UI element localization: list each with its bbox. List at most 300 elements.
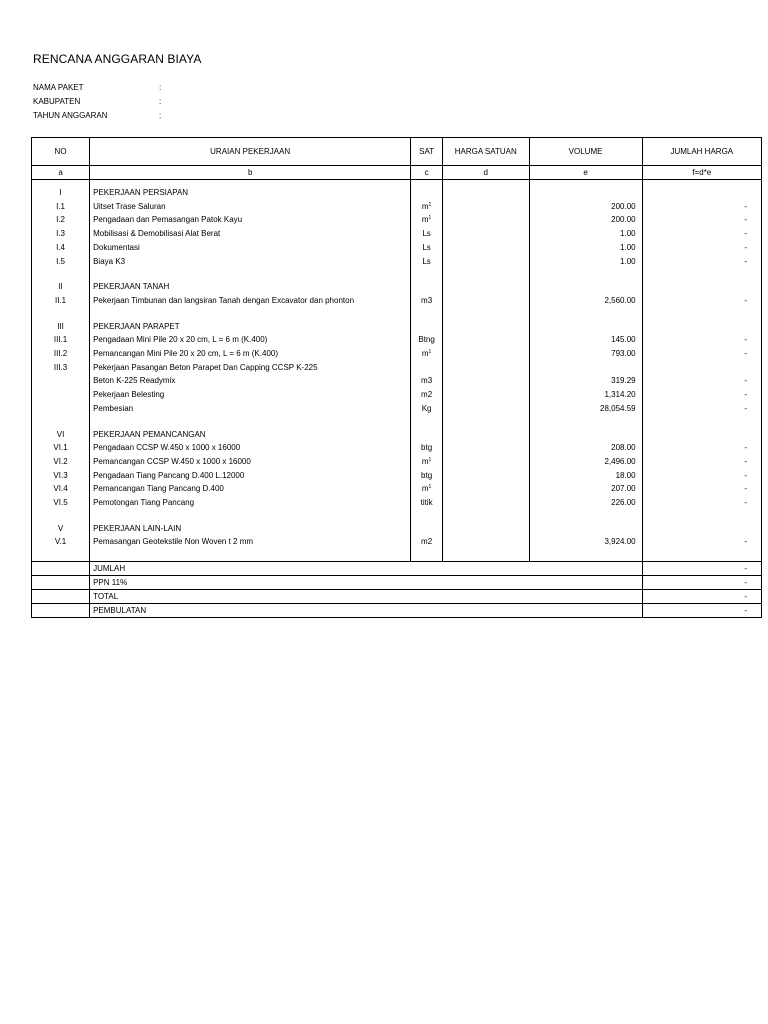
cell-volume-text: 208.00 <box>611 443 636 453</box>
cell-uraian-text: Pengadaan Tiang Pancang D.400 L.12000 <box>93 470 245 480</box>
cell-no <box>32 441 90 455</box>
table-row <box>32 428 762 442</box>
cell-volume-text: 28,054.59 <box>600 403 636 413</box>
table-gap-row <box>32 510 762 522</box>
cell-no <box>32 374 90 388</box>
footer-value: - <box>642 604 761 618</box>
footer-label: PEMBULATAN <box>90 604 643 618</box>
table-row <box>32 535 762 549</box>
cell-sat-text: Ls <box>422 229 431 239</box>
cell-jumlah-harga-text: - <box>744 484 747 494</box>
cell-uraian <box>90 268 411 280</box>
cell-harga-satuan <box>442 469 529 483</box>
cell-uraian <box>90 428 411 442</box>
cell-no-text: I.3 <box>56 229 65 239</box>
info-label: NAMA PAKET <box>33 83 84 92</box>
letter-uraian: b <box>90 166 411 180</box>
cell-volume <box>529 320 642 334</box>
cell-harga-satuan <box>442 347 529 361</box>
cell-sat <box>411 333 443 347</box>
cell-volume-text: 3,924.00 <box>604 537 636 547</box>
cell-volume-text: 1,314.20 <box>604 390 636 400</box>
cell-sat <box>411 294 443 308</box>
cell-harga-satuan <box>442 496 529 510</box>
header-sat: SAT <box>411 138 443 166</box>
cell-volume <box>529 416 642 428</box>
cell-harga-satuan <box>442 441 529 455</box>
cell-uraian-text: PEKERJAAN TANAH <box>93 282 170 292</box>
cell-no-text: II.1 <box>54 295 67 305</box>
cell-jumlah-harga-text: - <box>744 470 747 480</box>
cell-volume <box>529 227 642 241</box>
cell-uraian-text: Mobilisasi & Demobilisasi Alat Berat <box>93 229 221 239</box>
cell-volume-text: 793.00 <box>611 349 636 359</box>
table-footer <box>32 562 762 618</box>
footer-row <box>32 562 762 576</box>
cell-no-text: VI.3 <box>53 470 68 480</box>
cell-uraian <box>90 255 411 269</box>
cell-sat-text: btg <box>421 443 433 453</box>
table-row <box>32 361 762 375</box>
footer-row <box>32 590 762 604</box>
cell-volume <box>529 241 642 255</box>
cell-sat-text: Ls <box>422 242 431 252</box>
cell-volume-text: 2,496.00 <box>604 456 636 466</box>
info-tahun-anggaran <box>33 111 161 120</box>
cell-jumlah-harga-text: - <box>744 390 747 400</box>
cell-uraian <box>90 441 411 455</box>
cell-sat <box>411 200 443 214</box>
cell-uraian <box>90 416 411 428</box>
table-row <box>32 255 762 269</box>
info-colon: : <box>159 111 162 120</box>
cell-sat-text: m <box>421 484 429 494</box>
cell-harga-satuan <box>442 241 529 255</box>
footer-value: - <box>642 562 761 576</box>
cell-harga-satuan <box>442 320 529 334</box>
cell-volume <box>529 374 642 388</box>
cell-jumlah-harga-text: - <box>744 295 747 305</box>
cell-jumlah-harga <box>642 496 761 510</box>
cell-sat-text: btg <box>421 470 433 480</box>
table-body <box>32 186 762 549</box>
cell-uraian <box>90 388 411 402</box>
footer-label: TOTAL <box>90 590 643 604</box>
cell-jumlah-harga <box>642 333 761 347</box>
letter-no: a <box>32 166 90 180</box>
cell-jumlah-harga-text: - <box>744 229 747 239</box>
cell-sat-text: m <box>421 456 429 466</box>
cell-jumlah-harga <box>642 441 761 455</box>
table-row <box>32 374 762 388</box>
cell-no-text: VI.5 <box>53 498 68 508</box>
unit-superscript: 1 <box>428 456 432 463</box>
cell-jumlah-harga-text: - <box>744 376 747 386</box>
footer-value: - <box>642 590 761 604</box>
cell-sat <box>411 268 443 280</box>
cell-sat-text: m <box>421 349 429 359</box>
cell-uraian <box>90 374 411 388</box>
cell-volume <box>529 268 642 280</box>
info-colon: : <box>159 97 162 106</box>
cell-uraian-text: Pemasangan Geotekstile Non Woven t 2 mm <box>93 537 254 547</box>
cell-no <box>32 227 90 241</box>
cell-volume <box>529 482 642 496</box>
cell-sat <box>411 255 443 269</box>
cell-volume-text: 319.29 <box>611 376 636 386</box>
cell-no-text: I.4 <box>56 242 65 252</box>
cell-volume <box>529 510 642 522</box>
cell-uraian <box>90 522 411 536</box>
cell-uraian-text: PEKERJAAN LAIN-LAIN <box>93 523 182 533</box>
cell-jumlah-harga <box>642 320 761 334</box>
table-row <box>32 333 762 347</box>
table-row <box>32 388 762 402</box>
cell-harga-satuan <box>442 416 529 428</box>
unit-superscript: 1 <box>428 484 432 491</box>
cell-jumlah-harga <box>642 347 761 361</box>
cell-uraian <box>90 213 411 227</box>
info-label: KABUPATEN <box>33 97 81 106</box>
cell-volume-text: 18.00 <box>615 470 636 480</box>
cell-jumlah-harga-text: - <box>744 443 747 453</box>
footer-label: PPN 11% <box>90 576 643 590</box>
document-title: RENCANA ANGGARAN BIAYA <box>33 52 202 66</box>
table-gap-row <box>32 416 762 428</box>
cell-no <box>32 213 90 227</box>
cell-harga-satuan <box>442 333 529 347</box>
cell-uraian-text: Pekerjaan Belesting <box>93 390 165 400</box>
cell-sat-text: m2 <box>421 537 433 547</box>
cell-jumlah-harga <box>642 227 761 241</box>
cell-uraian-text: PEKERJAAN PEMANCANGAN <box>93 429 206 439</box>
cell-harga-satuan <box>442 213 529 227</box>
cell-harga-satuan <box>442 200 529 214</box>
cell-no-text: III.3 <box>53 362 68 372</box>
cell-no-text: I.2 <box>56 215 65 225</box>
cell-harga-satuan <box>442 294 529 308</box>
cell-harga-satuan <box>442 522 529 536</box>
cell-sat-text: m2 <box>421 390 433 400</box>
cell-uraian <box>90 294 411 308</box>
cell-jumlah-harga <box>642 522 761 536</box>
unit-superscript: 1 <box>428 215 432 222</box>
cell-sat <box>411 388 443 402</box>
cell-no <box>32 416 90 428</box>
cell-jumlah-harga-text: - <box>744 256 747 266</box>
cell-jumlah-harga <box>642 428 761 442</box>
cell-sat <box>411 227 443 241</box>
cell-harga-satuan <box>442 268 529 280</box>
cell-sat <box>411 402 443 416</box>
cell-volume <box>529 186 642 200</box>
footer-row <box>32 576 762 590</box>
cell-sat <box>411 213 443 227</box>
cell-sat-text: m <box>421 201 429 211</box>
info-colon: : <box>159 83 162 92</box>
cell-volume-text: 1.00 <box>620 229 636 239</box>
cell-sat-text: Ls <box>422 256 431 266</box>
info-nama-paket <box>33 83 161 92</box>
cell-jumlah-harga <box>642 374 761 388</box>
cell-uraian <box>90 227 411 241</box>
cell-sat <box>411 522 443 536</box>
table-row <box>32 227 762 241</box>
cell-harga-satuan <box>442 535 529 549</box>
cell-no-text: VI.1 <box>53 443 68 453</box>
cell-no <box>32 200 90 214</box>
footer-row <box>32 604 762 618</box>
cell-volume <box>529 333 642 347</box>
cell-jumlah-harga-text: - <box>744 201 747 211</box>
cell-uraian <box>90 361 411 375</box>
cell-sat <box>411 308 443 320</box>
cell-uraian-text: Pemancangan CCSP W.450 x 1000 x 16000 <box>93 456 251 466</box>
table-row <box>32 186 762 200</box>
cell-no-text: III.2 <box>53 349 68 359</box>
cell-volume-text: 2,560.00 <box>604 295 636 305</box>
cell-sat-text: titik <box>420 498 433 508</box>
cell-harga-satuan <box>442 482 529 496</box>
cell-jumlah-harga <box>642 280 761 294</box>
cell-sat <box>411 535 443 549</box>
cell-uraian-text: Pembesian <box>93 403 134 413</box>
cell-no-text: I <box>59 188 62 197</box>
cell-no <box>32 280 90 294</box>
cell-volume <box>529 522 642 536</box>
cell-jumlah-harga <box>642 361 761 375</box>
cell-uraian <box>90 535 411 549</box>
cell-no <box>32 333 90 347</box>
cell-no <box>32 535 90 549</box>
cell-jumlah-harga <box>642 510 761 522</box>
cell-no <box>32 361 90 375</box>
cell-no <box>32 241 90 255</box>
cell-jumlah-harga <box>642 469 761 483</box>
cell-uraian-text: Pekerjaan Timbunan dan langsiran Tanah dengan Excavator dan phonton <box>93 295 355 305</box>
info-label: TAHUN ANGGARAN <box>33 111 108 120</box>
cell-jumlah-harga <box>642 402 761 416</box>
cell-uraian-text: Pengadaan CCSP W.450 x 1000 x 16000 <box>93 443 241 453</box>
table-row <box>32 213 762 227</box>
table-row <box>32 294 762 308</box>
cell-no-text: V.1 <box>54 537 67 547</box>
table-row <box>32 522 762 536</box>
footer-no-cell <box>32 562 90 576</box>
footer-no-cell <box>32 604 90 618</box>
cell-no <box>32 482 90 496</box>
cell-no <box>32 255 90 269</box>
cell-uraian <box>90 308 411 320</box>
cell-no <box>32 496 90 510</box>
cell-jumlah-harga <box>642 388 761 402</box>
cell-no-text: V <box>57 523 64 533</box>
table-row <box>32 496 762 510</box>
cell-sat <box>411 441 443 455</box>
rab-table <box>31 137 762 618</box>
cell-jumlah-harga <box>642 213 761 227</box>
cell-sat-text: Kg <box>421 403 432 413</box>
cell-jumlah-harga <box>642 186 761 200</box>
letter-harga-satuan: d <box>442 166 529 180</box>
cell-sat <box>411 416 443 428</box>
cell-jumlah-harga-text: - <box>744 403 747 413</box>
cell-sat <box>411 347 443 361</box>
cell-sat <box>411 320 443 334</box>
cell-uraian <box>90 510 411 522</box>
cell-no <box>32 347 90 361</box>
cell-no <box>32 455 90 469</box>
header-no: NO <box>32 138 90 166</box>
cell-sat-text: m <box>421 215 429 225</box>
table-row <box>32 347 762 361</box>
cell-jumlah-harga <box>642 294 761 308</box>
cell-volume <box>529 441 642 455</box>
cell-jumlah-harga-text: - <box>744 215 747 225</box>
cell-sat <box>411 280 443 294</box>
table-header-row <box>32 138 762 166</box>
table-row <box>32 200 762 214</box>
cell-jumlah-harga <box>642 455 761 469</box>
cell-volume-text: 1.00 <box>620 256 636 266</box>
cell-no-text: II <box>58 282 63 292</box>
cell-harga-satuan <box>442 455 529 469</box>
cell-volume <box>529 535 642 549</box>
cell-uraian-text: Biaya K3 <box>93 256 126 266</box>
cell-sat <box>411 241 443 255</box>
table-letter-row <box>32 166 762 180</box>
cell-uraian-text: Pemotongan Tiang Pancang <box>93 498 195 508</box>
footer-no-cell <box>32 590 90 604</box>
cell-volume <box>529 402 642 416</box>
cell-volume-text: 226.00 <box>611 498 636 508</box>
cell-harga-satuan <box>442 255 529 269</box>
header-volume: VOLUME <box>529 138 642 166</box>
cell-volume-text: 145.00 <box>611 335 636 345</box>
cell-uraian <box>90 320 411 334</box>
table-row <box>32 280 762 294</box>
cell-uraian-text: PEKERJAAN PERSIAPAN <box>93 188 189 197</box>
cell-sat <box>411 455 443 469</box>
cell-no <box>32 510 90 522</box>
cell-harga-satuan <box>442 308 529 320</box>
cell-harga-satuan <box>442 374 529 388</box>
cell-uraian-text: PEKERJAAN PARAPET <box>93 321 180 331</box>
cell-no-text: VI.2 <box>53 456 68 466</box>
cell-jumlah-harga-text: - <box>744 242 747 252</box>
cell-no <box>32 308 90 320</box>
cell-jumlah-harga <box>642 482 761 496</box>
cell-harga-satuan <box>442 227 529 241</box>
cell-no-text: III.1 <box>53 335 68 345</box>
table-gap-row <box>32 549 762 562</box>
cell-no-text: VI.4 <box>53 484 68 494</box>
cell-volume <box>529 294 642 308</box>
cell-uraian-text: Pengadaan dan Pemasangan Patok Kayu <box>93 215 243 225</box>
cell-jumlah-harga <box>642 268 761 280</box>
cell-no <box>32 402 90 416</box>
cell-volume <box>529 469 642 483</box>
cell-harga-satuan <box>442 280 529 294</box>
cell-uraian <box>90 186 411 200</box>
cell-sat <box>411 469 443 483</box>
cell-no-text: I.5 <box>56 256 65 266</box>
cell-sat <box>411 510 443 522</box>
header-jumlah-harga: JUMLAH HARGA <box>642 138 761 166</box>
cell-harga-satuan <box>442 361 529 375</box>
cell-volume <box>529 255 642 269</box>
footer-value: - <box>642 576 761 590</box>
cell-jumlah-harga-text: - <box>744 456 747 466</box>
cell-no-text: VI <box>56 429 65 439</box>
cell-uraian <box>90 496 411 510</box>
cell-volume <box>529 455 642 469</box>
cell-uraian <box>90 333 411 347</box>
cell-jumlah-harga <box>642 255 761 269</box>
cell-volume <box>529 200 642 214</box>
cell-uraian-text: Uitset Trase Saluran <box>93 201 166 211</box>
cell-jumlah-harga <box>642 200 761 214</box>
cell-harga-satuan <box>442 428 529 442</box>
cell-sat <box>411 496 443 510</box>
cell-no-text: I.1 <box>56 201 65 211</box>
cell-sat <box>411 361 443 375</box>
cell-harga-satuan <box>442 186 529 200</box>
cell-sat-text: m3 <box>421 295 433 305</box>
table-row <box>32 241 762 255</box>
cell-no <box>32 186 90 200</box>
cell-no <box>32 320 90 334</box>
table-gap-row <box>32 308 762 320</box>
table-row <box>32 441 762 455</box>
letter-volume: e <box>529 166 642 180</box>
cell-volume-text: 200.00 <box>611 215 636 225</box>
cell-uraian-text: Beton K-225 Readymix <box>93 376 176 386</box>
cell-uraian <box>90 402 411 416</box>
info-kabupaten <box>33 97 161 106</box>
cell-volume-text: 207.00 <box>611 484 636 494</box>
cell-uraian <box>90 482 411 496</box>
cell-uraian <box>90 455 411 469</box>
cell-uraian <box>90 241 411 255</box>
cell-jumlah-harga-text: - <box>744 335 747 345</box>
cell-uraian-text: Pekerjaan Pasangan Beton Parapet Dan Capping CCSP K-225 <box>93 362 318 372</box>
table-row <box>32 469 762 483</box>
cell-uraian <box>90 347 411 361</box>
cell-volume <box>529 213 642 227</box>
letter-jumlah-harga: f=d*e <box>642 166 761 180</box>
table-row <box>32 455 762 469</box>
cell-uraian-text: Pengadaan Mini Pile 20 x 20 cm, L = 6 m (K.400) <box>93 335 268 345</box>
cell-volume <box>529 388 642 402</box>
header-uraian: URAIAN PEKERJAAN <box>90 138 411 166</box>
cell-jumlah-harga <box>642 241 761 255</box>
cell-uraian-text: Pemancangan Tiang Pancang D.400 <box>93 484 224 494</box>
cell-jumlah-harga <box>642 416 761 428</box>
cell-jumlah-harga-text: - <box>744 349 747 359</box>
cell-sat <box>411 482 443 496</box>
footer-label: JUMLAH <box>90 562 643 576</box>
cell-volume <box>529 496 642 510</box>
cell-jumlah-harga-text: - <box>744 537 747 547</box>
header-harga-satuan: HARGA SATUAN <box>442 138 529 166</box>
cell-sat-text: Btng <box>418 335 435 345</box>
cell-harga-satuan <box>442 388 529 402</box>
unit-superscript: 1 <box>428 201 432 208</box>
cell-jumlah-harga-text: - <box>744 498 747 508</box>
cell-no <box>32 294 90 308</box>
cell-no <box>32 388 90 402</box>
